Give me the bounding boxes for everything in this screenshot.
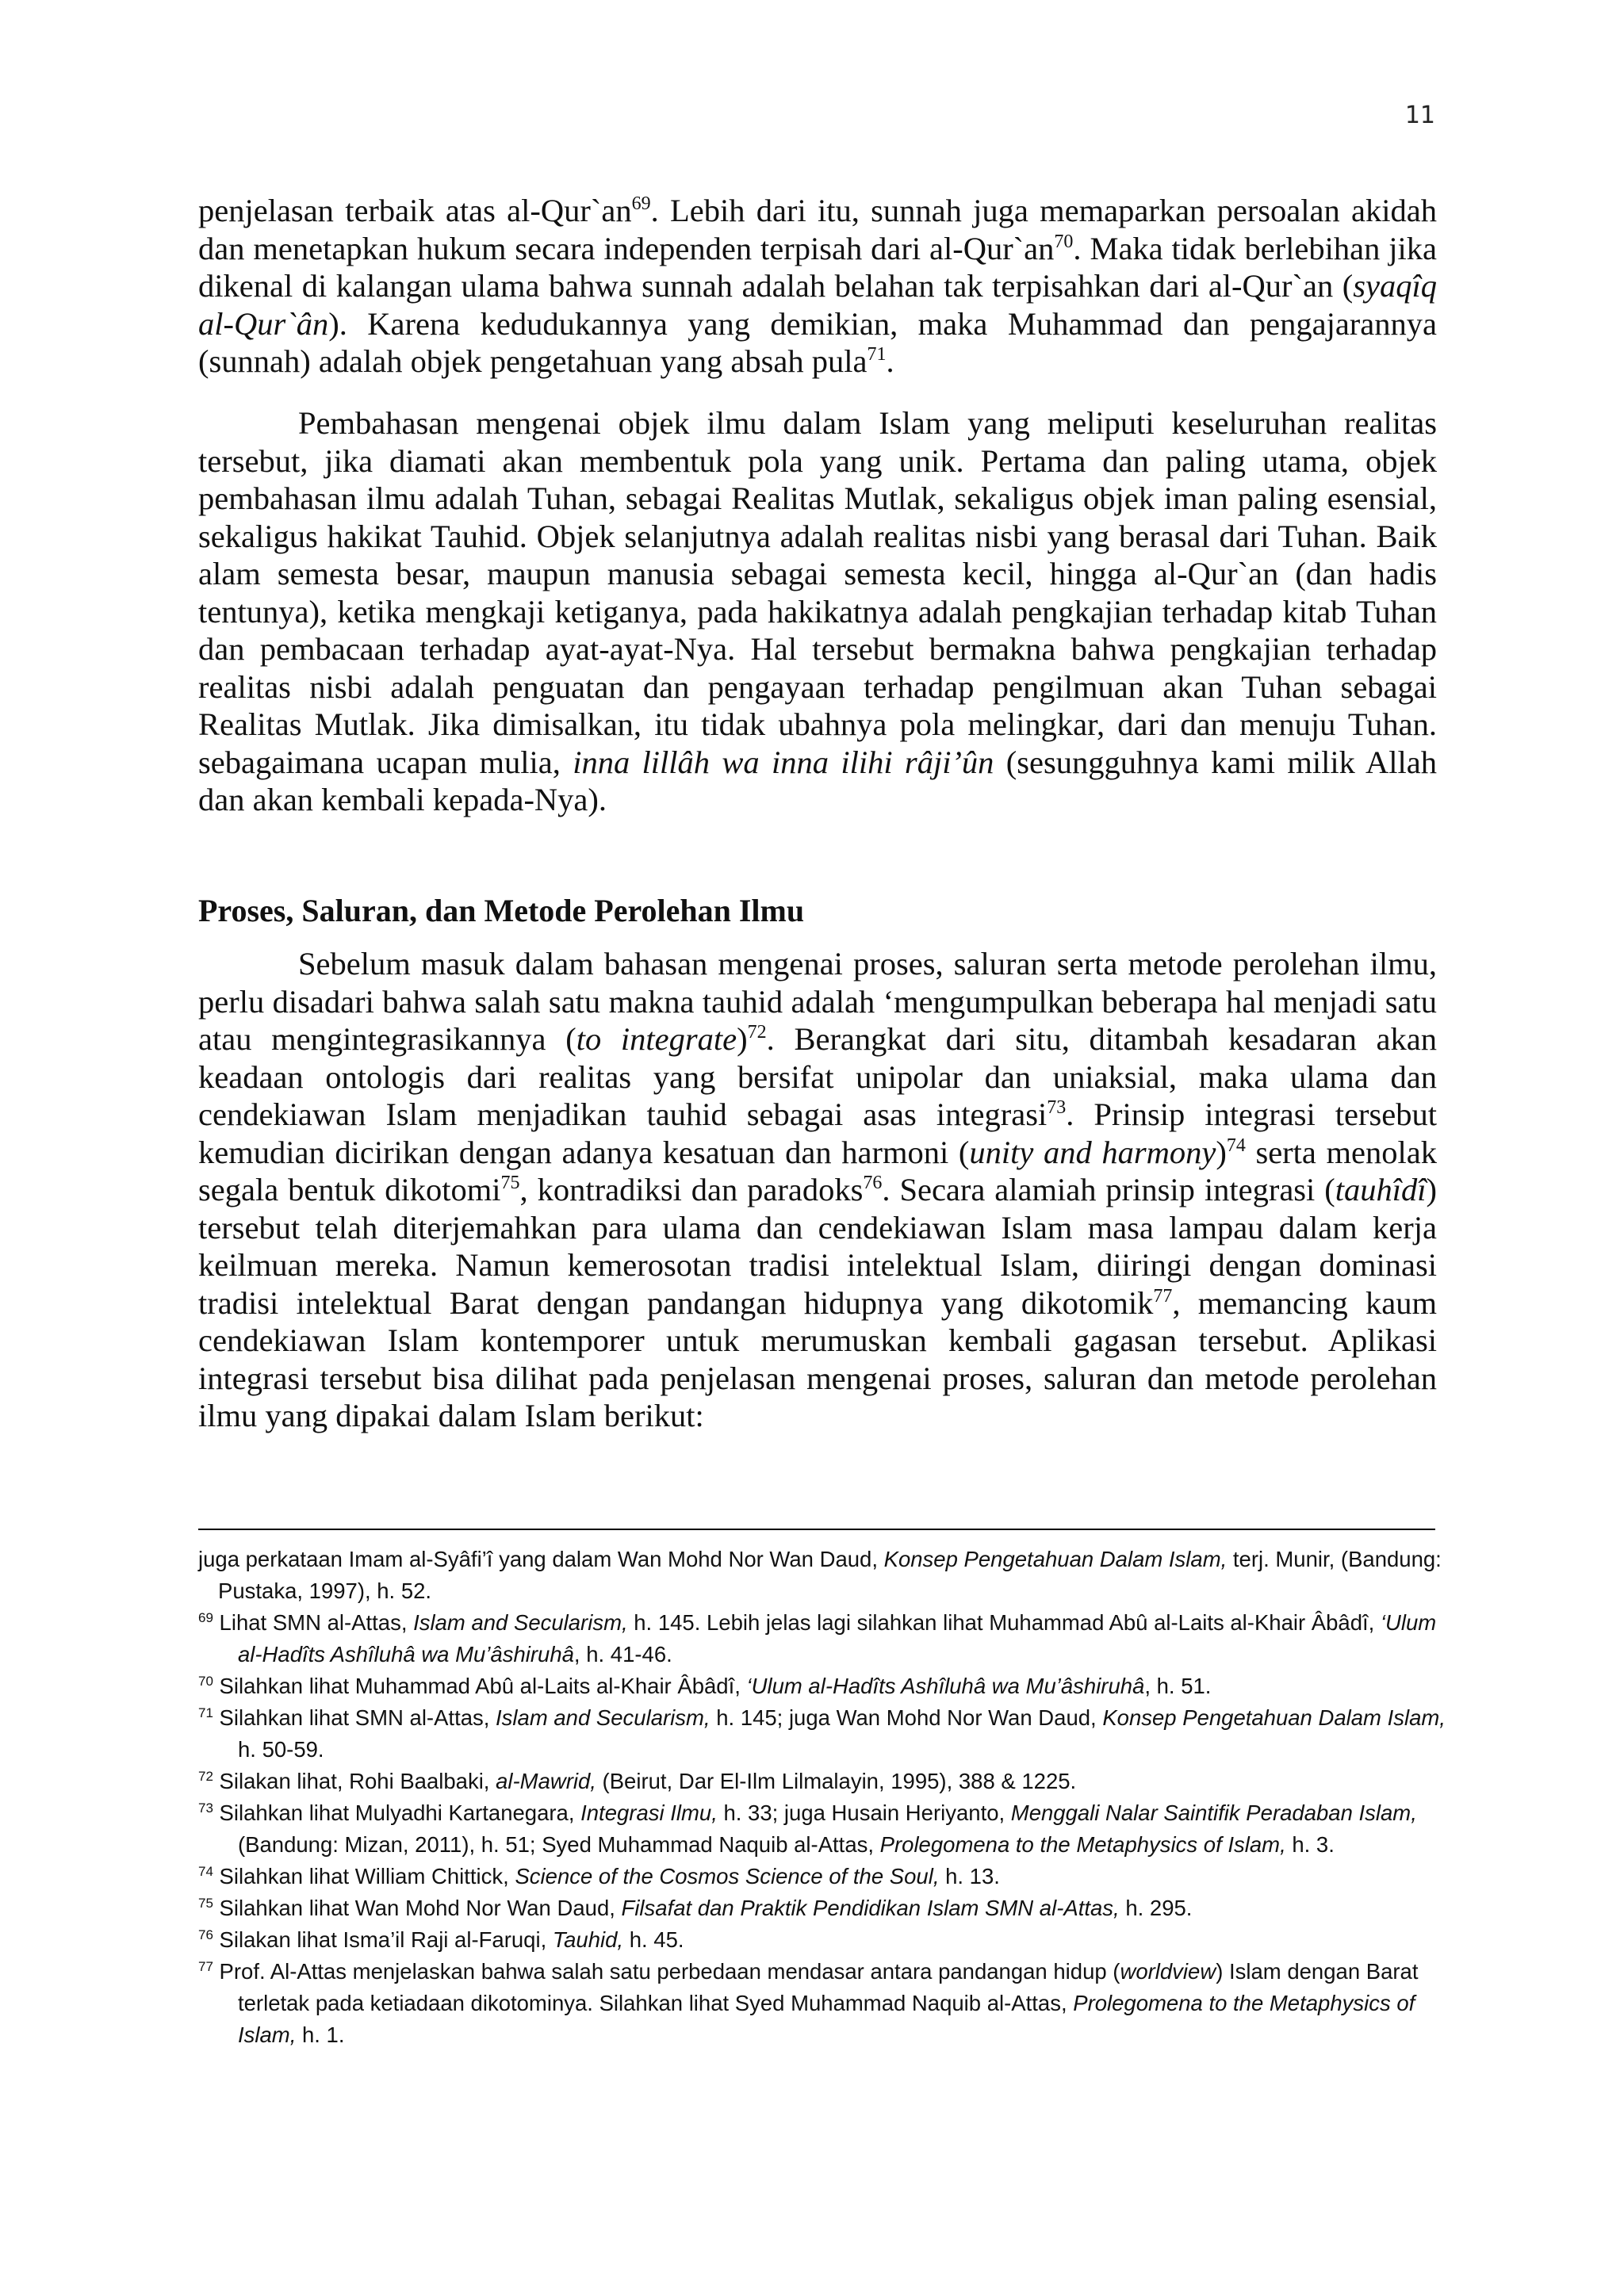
text-run: h. 45. (623, 1927, 684, 1952)
footnote-ref: 69 (631, 193, 651, 214)
footnote-number: 69 (198, 1610, 213, 1625)
text-run: Prof. Al-Attas menjelaskan bahwa salah satu perbedaan mendasar antara pandangan hidup ( (213, 1959, 1120, 1984)
italic-title: Menggali Nalar Saintifik Peradaban Islam, (1010, 1800, 1417, 1825)
footnote-number: 73 (198, 1800, 213, 1816)
italic-title: Science of the Cosmos Science of the Soul, (515, 1864, 940, 1888)
footnote-73 (198, 1797, 1451, 1861)
text-run: Silakan lihat, Rohi Baalbaki, (213, 1769, 496, 1793)
paragraph-3 (198, 945, 1437, 1435)
text-run: Silakan lihat Isma’il Raji al-Faruqi, (213, 1927, 553, 1952)
section-heading: Proses, Saluran, dan Metode Perolehan Ilmu (198, 893, 805, 928)
footnote-ref: 77 (1153, 1285, 1173, 1307)
footnote-72 (198, 1766, 1451, 1797)
footnote-continuation (198, 1544, 1451, 1607)
text-run: h. 50-59. (238, 1737, 324, 1762)
text-run: (Bandung: Mizan, 2011), h. 51; Syed Muhammad Naquib al-Attas, (238, 1832, 880, 1857)
text-run: (Beirut, Dar El-Ilm Lilmalayin, 1995), 388 & 1225. (596, 1769, 1077, 1793)
text-run: , h. 51. (1144, 1674, 1212, 1698)
footnote-69 (198, 1607, 1451, 1670)
text-run: h. 33; juga Husain Heriyanto, (717, 1800, 1011, 1825)
footnote-75 (198, 1892, 1451, 1924)
footnote-74 (198, 1861, 1451, 1892)
text-run: ) (1216, 1134, 1227, 1170)
footnote-number: 71 (198, 1705, 213, 1720)
italic-title: Islam and Secularism, (496, 1705, 710, 1730)
footnote-number: 76 (198, 1927, 213, 1942)
text-run: Lihat SMN al-Attas, (213, 1610, 414, 1635)
italic-term: to integrate (576, 1021, 737, 1057)
footnote-ref: 73 (1047, 1097, 1067, 1118)
text-run: h. 295. (1119, 1896, 1193, 1920)
footnote-70 (198, 1670, 1451, 1702)
text-run: Silahkan lihat Muhammad Abû al-Laits al-Khair Âbâdî, (213, 1674, 747, 1698)
text-run: , kontradiksi dan paradoks (519, 1172, 864, 1207)
text-run: serta menolak segala bentuk dikotomi (198, 1134, 1437, 1207)
text-run: . Maka tidak berlebihan jika dikenal di kalangan ulama bahwa sunnah adalah belahan tak terpisahkan dari al-Qur`an ( (198, 230, 1437, 304)
footnote-71 (198, 1702, 1451, 1766)
text-run: penjelasan terbaik atas al-Qur`an (198, 193, 632, 228)
italic-term: unity and harmony (969, 1134, 1216, 1170)
footnote-separator (198, 1529, 1435, 1530)
text-run: Silahkan lihat Mulyadhi Kartanegara, (213, 1800, 581, 1825)
footnotes (198, 1544, 1451, 2051)
text-run: Silahkan lihat Wan Mohd Nor Wan Daud, (213, 1896, 622, 1920)
text-run: terj. Munir, (Bandung: Pustaka, 1997), h. 52. (218, 1547, 1442, 1603)
text-run: . Lebih dari itu, sunnah juga memaparkan persoalan akidah dan menetapkan hukum secara independen terpisah dari al-Qur`an (198, 193, 1437, 266)
italic-title: Tauhid, (552, 1927, 624, 1952)
text-run: , memancing kaum cendekiawan Islam kontemporer untuk merumuskan kembali gagasan tersebut. Aplikasi integrasi tersebut bisa dilihat pada penjelasan mengenai proses, saluran dan metode perolehan ilmu yang dipakai dalam Islam berikut: (198, 1284, 1437, 1433)
footnote-76 (198, 1924, 1451, 1956)
text-run: ). Karena kedudukannya yang demikian, maka Muhammad dan pengajarannya (sunnah) adalah objek pengetahuan yang absah pula (198, 305, 1437, 379)
text-run: h. 1. (296, 2022, 345, 2047)
footnote-number: 74 (198, 1864, 213, 1879)
footnote-ref: 74 (1226, 1135, 1246, 1156)
text-run: (sesungguhnya kami milik Allah dan akan kembali kepada-Nya). (198, 744, 1437, 817)
italic-term: syaqîq al-Qur`ân (198, 268, 1437, 342)
footnote-ref: 70 (1054, 231, 1074, 252)
footnote-number: 77 (198, 1959, 213, 1974)
text-run: Silahkan lihat William Chittick, (213, 1864, 515, 1888)
paragraph-2 (198, 404, 1437, 819)
italic-title: Filsafat dan Praktik Pendidikan Islam SMN al-Attas, (621, 1896, 1120, 1920)
text-run: ) tersebut telah diterjemahkan para ulama dan cendekiawan Islam masa lampau dalam kerja keilmuan mereka. Namun kemerosotan tradisi intelektual Islam, diiringi dengan dominasi tradisi intelektual Barat dengan pandangan hidupnya yang dikotomik (198, 1172, 1437, 1321)
footnote-number: 70 (198, 1674, 213, 1689)
page-number: 11 (1404, 101, 1435, 129)
italic-title: Integrasi Ilmu, (580, 1800, 718, 1825)
text-run: ) Islam dengan Barat terletak pada ketiadaan dikotominya. Silahkan lihat Syed Muhammad Naquib al-Attas, (238, 1959, 1419, 2015)
text-run: h. 145. Lebih jelas lagi silahkan lihat Muhammad Abû al-Laits al-Khair Âbâdî, (627, 1610, 1381, 1635)
text-run: h. 145; juga Wan Mohd Nor Wan Daud, (710, 1705, 1103, 1730)
italic-title: Prolegomena to the Metaphysics of Islam, (879, 1832, 1286, 1857)
text-run: Pembahasan mengenai objek ilmu dalam Islam yang meliputi keseluruhan realitas tersebut, jika diamati akan membentuk pola yang unik. Pertama dan paling utama, objek pembahasan ilmu adalah Tuhan, sebagai Realitas Mutlak, sekaligus objek iman paling esensial, sekaligus hakikat Tauhid. Objek selanjutnya adalah realitas nisbi yang berasal dari Tuhan. Baik alam semesta besar, maupun manusia sebagai semesta kecil, hingga al-Qur`an (dan hadis tentunya), ketika mengkaji ketiganya, pada hakikatnya adalah pengkajian terhadap kitab Tuhan dan pembacaan terhadap ayat-ayat-Nya. Hal tersebut bermakna bahwa pengkajian terhadap realitas nisbi adalah penguatan dan pengayaan terhadap pengilmuan akan Tuhan sebagai Realitas Mutlak. Jika dimisalkan, itu tidak ubahnya pola melingkar, dari dan menuju Tuhan. sebagaimana ucapan mulia, (198, 405, 1437, 780)
italic-term: inna lillâh wa inna ilihi râji’ûn (573, 744, 994, 780)
italic-title: Islam and Secularism, (413, 1610, 628, 1635)
text-run: . Prinsip integrasi tersebut kemudian dicirikan dengan adanya kesatuan dan harmoni ( (198, 1096, 1437, 1170)
italic-title: ‘Ulum al-Hadîts Ashîluhâ wa Mu’âshiruhâ (746, 1674, 1145, 1698)
footnote-ref: 71 (867, 344, 887, 365)
text-run: h. 13. (939, 1864, 1000, 1888)
footnote-ref: 75 (500, 1173, 520, 1193)
text-run: h. 3. (1285, 1832, 1335, 1857)
text-run: juga perkataan Imam al-Syâfi’î yang dalam Wan Mohd Nor Wan Daud, (198, 1547, 884, 1571)
italic-term: tauhîdî (1335, 1172, 1427, 1207)
paragraph-1 (198, 192, 1437, 381)
italic-title: ‘Ulum al-Hadîts Ashîluhâ wa Mu’âshiruhâ (238, 1610, 1437, 1667)
italic-title: Konsep Pengetahuan Dalam Islam, (883, 1547, 1228, 1571)
footnote-number: 75 (198, 1896, 213, 1911)
footnote-number: 72 (198, 1769, 213, 1784)
italic-title: Prolegomena to the Metaphysics of Islam, (238, 1991, 1415, 2047)
footnote-77 (198, 1956, 1451, 2051)
text-run: . (886, 343, 894, 379)
text-run: , h. 41-46. (573, 1642, 672, 1667)
italic-title: al-Mawrid, (496, 1769, 596, 1793)
italic-title: worldview (1120, 1959, 1216, 1984)
text-run: Silahkan lihat SMN al-Attas, (213, 1705, 496, 1730)
text-run: Sebelum masuk dalam bahasan mengenai proses, saluran serta metode perolehan ilmu, perlu disadari bahwa salah satu makna tauhid adalah ‘mengumpulkan beberapa hal menjadi satu atau mengintegrasikannya ( (198, 946, 1437, 1057)
text-run: ) (737, 1021, 748, 1057)
footnote-ref: 72 (747, 1022, 767, 1043)
text-run: . Secara alamiah prinsip integrasi ( (882, 1172, 1335, 1207)
text-run: . Berangkat dari situ, ditambah kesadaran akan keadaan ontologis dari realitas yang bersifat unipolar dan uniaksial, maka ulama dan cendekiawan Islam menjadikan tauhid sebagai asas integrasi (198, 1021, 1437, 1132)
italic-title: Konsep Pengetahuan Dalam Islam, (1102, 1705, 1446, 1730)
footnote-ref: 76 (863, 1173, 883, 1193)
